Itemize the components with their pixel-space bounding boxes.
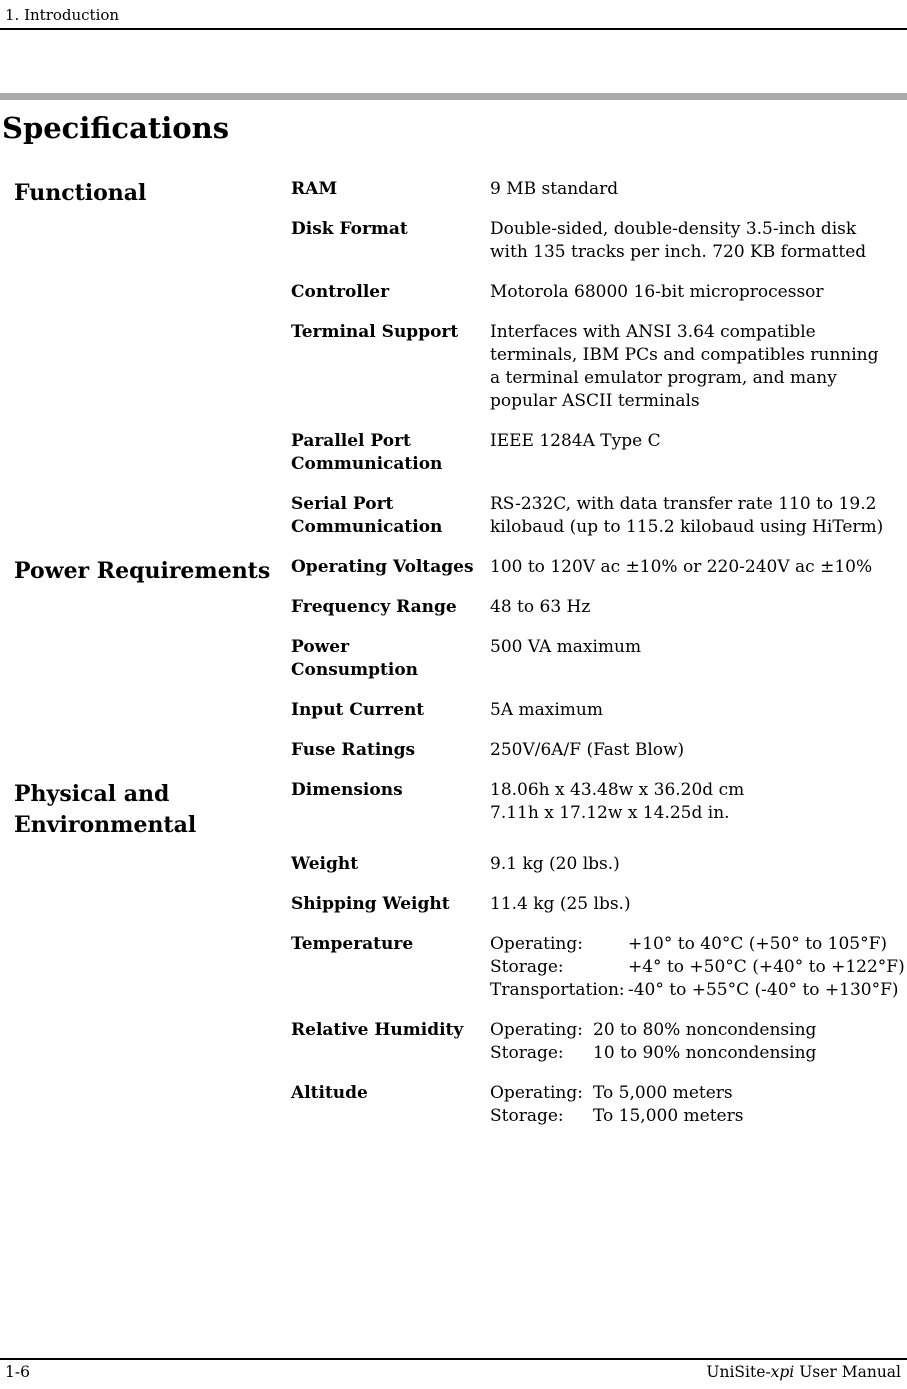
subrow-label: Storage: [490, 1043, 564, 1063]
subrow-label: Operating: [490, 1083, 583, 1103]
spec-label: Operating Voltages [291, 557, 474, 577]
spec-label: RAM [291, 179, 338, 199]
spec-label: Input Current [291, 700, 425, 720]
spec-value: 11.4 kg (25 lbs.) [490, 894, 631, 914]
subrow-value: 20 to 80% noncondensing [593, 1020, 817, 1040]
footer-manual-title: UniSite-xpi User Manual [706, 1363, 901, 1381]
spec-row-frequency-range [291, 596, 907, 619]
spec-value: 48 to 63 Hz [490, 597, 591, 617]
spec-value: 9 MB standard [490, 179, 619, 199]
section-power-requirements [0, 556, 907, 779]
subrow-operating [490, 1082, 907, 1105]
spec-label: Weight [291, 854, 359, 874]
subrow-value: To 15,000 meters [593, 1106, 744, 1126]
subrow-operating [490, 933, 907, 956]
specifications-table [0, 178, 907, 1145]
spec-value: RS-232C, with data transfer rate 110 to 19.2 kilobaud (up to 115.2 kilobaud using HiTerm) [490, 494, 884, 537]
spec-value [490, 933, 907, 1002]
spec-value: 250V/6A/F (Fast Blow) [490, 740, 685, 760]
spec-row-weight [291, 853, 907, 876]
spec-row-ram [291, 178, 907, 201]
spec-value: Interfaces with ANSI 3.64 compatible terminals, IBM PCs and compatibles running a terminal emulator program, and many popular ASCII terminals [490, 322, 879, 411]
section-title: Functional [14, 180, 147, 206]
section-physical-environmental [0, 779, 907, 1145]
spec-row-dimensions [291, 779, 907, 825]
spec-row-temperature [291, 933, 907, 1002]
subrow-label: Operating: [490, 934, 583, 954]
subrow-operating [490, 1019, 907, 1042]
spec-label: Shipping Weight [291, 894, 450, 914]
spec-label: Relative Humidity [291, 1020, 464, 1040]
spec-row-relative-humidity [291, 1019, 907, 1065]
page-title: Specifications [2, 111, 230, 145]
spec-label: Disk Format [291, 219, 408, 239]
subrow-value: +4° to +50°C (+40° to +122°F) [628, 957, 905, 977]
spec-label: Frequency Range [291, 597, 457, 617]
spec-row-fuse-ratings [291, 739, 907, 762]
subrow-storage [490, 1105, 907, 1128]
section-functional [0, 178, 907, 556]
spec-value: 9.1 kg (20 lbs.) [490, 854, 620, 874]
section-title: Physical and Environmental [14, 781, 197, 838]
subrow-label: Transportation: [490, 980, 625, 1000]
spec-value: 500 VA maximum [490, 637, 642, 657]
spec-value: 5A maximum [490, 700, 603, 720]
spec-value: Motorola 68000 16-bit microprocessor [490, 282, 824, 302]
chapter-label: 1. Introduction [5, 6, 120, 24]
spec-label: Parallel Port Communication [291, 431, 443, 474]
spec-row-input-current [291, 699, 907, 722]
subrow-transportation [490, 979, 907, 1002]
spec-label: Serial Port Communication [291, 494, 443, 537]
spec-label: Power Consumption [291, 637, 419, 680]
subrow-value: To 5,000 meters [593, 1083, 733, 1103]
subrow-value: 10 to 90% noncondensing [593, 1043, 817, 1063]
spec-row-parallel-port [291, 430, 907, 476]
page-footer [0, 1358, 907, 1389]
subrow-label: Operating: [490, 1020, 583, 1040]
subrow-value: +10° to 40°C (+50° to 105°F) [628, 934, 888, 954]
subrow-value: -40° to +55°C (-40° to +130°F) [628, 980, 899, 1000]
subrow-storage [490, 956, 907, 979]
subrow-label: Storage: [490, 1106, 564, 1126]
subrow-storage [490, 1042, 907, 1065]
spec-row-altitude [291, 1082, 907, 1128]
spec-row-power-consumption [291, 636, 907, 682]
spec-row-operating-voltages [291, 556, 907, 579]
spec-label: Altitude [291, 1083, 368, 1103]
spec-label: Dimensions [291, 780, 403, 800]
spec-label: Controller [291, 282, 390, 302]
spec-value: IEEE 1284A Type C [490, 431, 661, 451]
spec-value: Double-sided, double-density 3.5-inch disk with 135 tracks per inch. 720 KB formatted [490, 219, 867, 262]
spec-row-controller [291, 281, 907, 304]
spec-label: Temperature [291, 934, 414, 954]
spec-value [490, 1082, 907, 1128]
spec-value [490, 1019, 907, 1065]
section-divider-bar [0, 93, 907, 100]
spec-value: 100 to 120V ac ±10% or 220-240V ac ±10% [490, 557, 873, 577]
spec-label: Terminal Support [291, 322, 459, 342]
spec-value: 18.06h x 43.48w x 36.20d cm 7.11h x 17.12w x 14.25d in. [490, 780, 745, 823]
spec-row-terminal-support [291, 321, 907, 413]
spec-row-shipping-weight [291, 893, 907, 916]
running-header [0, 0, 907, 30]
section-title: Power Requirements [14, 558, 271, 584]
subrow-label: Storage: [490, 957, 564, 977]
spec-row-serial-port [291, 493, 907, 539]
footer-page-number: 1-6 [5, 1363, 30, 1381]
spec-label: Fuse Ratings [291, 740, 416, 760]
spec-row-disk-format [291, 218, 907, 264]
